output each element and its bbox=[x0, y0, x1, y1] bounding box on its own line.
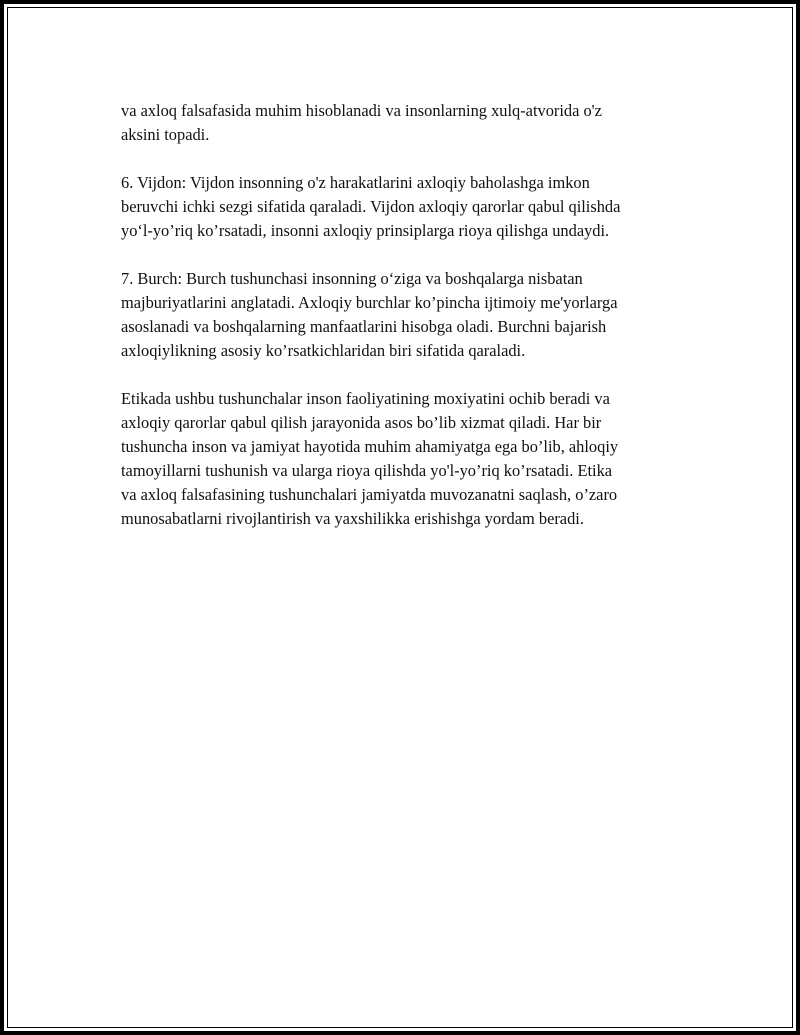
text-line: beruvchi ichki sezgi sifatida qaraladi. Vijdon axloqiy qarorlar qabul qilishda bbox=[121, 197, 621, 216]
paragraph-burch bbox=[121, 267, 691, 363]
text-line: Etikada ushbu tushunchalar inson faoliyatining moxiyatini ochib beradi va bbox=[121, 389, 610, 408]
text-line: tamoyillarni tushunish va ularga rioya qilishda yo'l-yo’riq ko’rsatadi. Etika bbox=[121, 461, 613, 480]
text-line: va axloq falsafasining tushunchalari jamiyatda muvozanatni saqlash, o’zaro bbox=[121, 485, 618, 504]
text-line: axloqiylikning asosiy ko’rsatkichlaridan biri sifatida qaraladi. bbox=[121, 341, 526, 360]
document-body bbox=[121, 99, 691, 531]
paragraph-continuation bbox=[121, 99, 691, 147]
text-line: munosabatlarni rivojlantirish va yaxshilikka erishishga yordam beradi. bbox=[121, 509, 584, 528]
text-line: va axloq falsafasida muhim hisoblanadi va insonlarning xulq-atvorida o'z bbox=[121, 101, 602, 120]
text-line: 6. Vijdon: Vijdon insonning o'z harakatlarini axloqiy baholashga imkon bbox=[121, 173, 590, 192]
paragraph-vijdon bbox=[121, 171, 691, 243]
text-line: majburiyatlarini anglatadi. Axloqiy burchlar ko’pincha ijtimoiy me'yorlarga bbox=[121, 293, 618, 312]
text-line: aksini topadi. bbox=[121, 125, 210, 144]
paragraph-conclusion bbox=[121, 387, 691, 531]
text-line: tushuncha inson va jamiyat hayotida muhim ahamiyatga ega bo’lib, ahloqiy bbox=[121, 437, 619, 456]
text-line: asoslanadi va boshqalarning manfaatlarini hisobga oladi. Burchni bajarish bbox=[121, 317, 607, 336]
text-line: 7. Burch: Burch tushunchasi insonning o‘ziga va boshqalarga nisbatan bbox=[121, 269, 583, 288]
paragraph-gap bbox=[121, 147, 691, 171]
text-line: axloqiy qarorlar qabul qilish jarayonida asos bo’lib xizmat qiladi. Har bir bbox=[121, 413, 602, 432]
paragraph-gap bbox=[121, 363, 691, 387]
paragraph-gap bbox=[121, 243, 691, 267]
text-line: yo‘l-yo’riq ko’rsatadi, insonni axloqiy prinsiplarga rioya qilishga undaydi. bbox=[121, 221, 610, 240]
